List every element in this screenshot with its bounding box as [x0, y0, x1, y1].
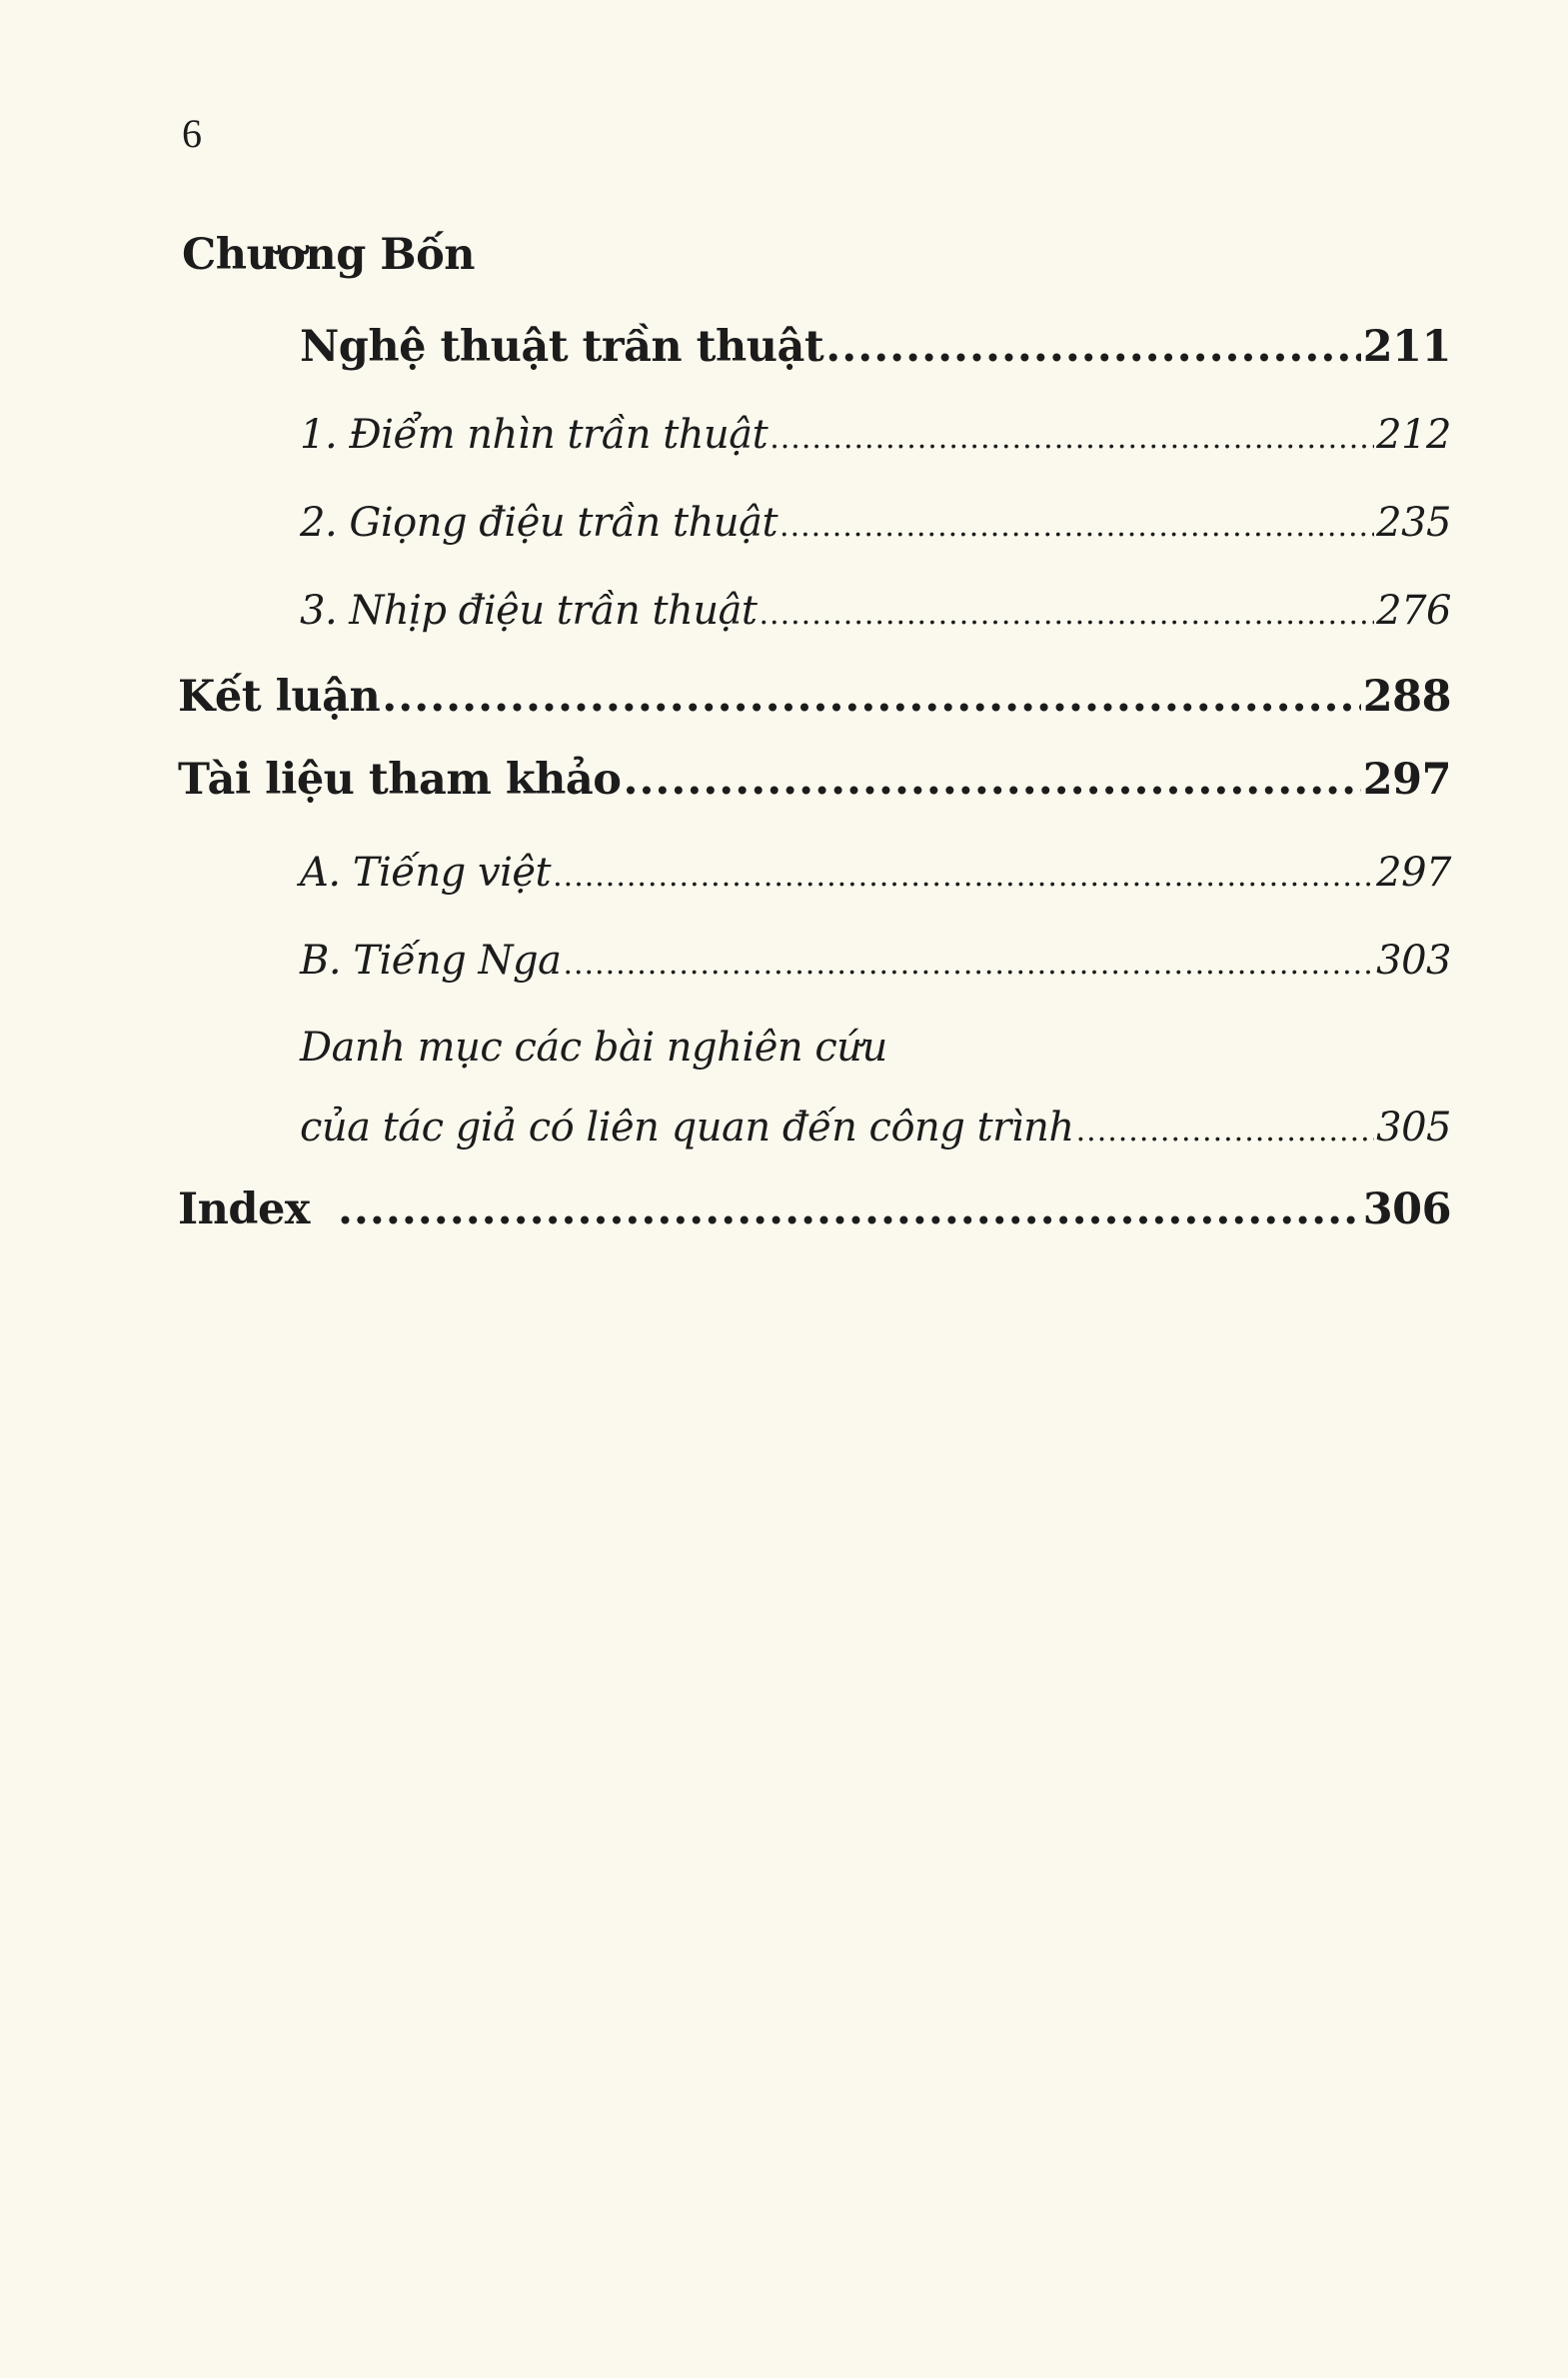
toc-entry-page: 276 — [1376, 588, 1451, 634]
toc-entry-page: 288 — [1362, 672, 1451, 722]
toc-entry-page: 306 — [1362, 1185, 1451, 1234]
dot-leader — [382, 672, 1360, 722]
toc-entry-narrative-viewpoint — [300, 412, 1451, 458]
toc-entry-label: 2. Giọng điệu trần thuật — [300, 500, 779, 546]
toc-entry-narrative-rhythm — [300, 588, 1451, 634]
toc-entry-conclusion — [178, 672, 1451, 722]
page-number: 6 — [182, 111, 202, 156]
dot-leader — [770, 421, 1374, 456]
toc-entry-label: của tác giả có liên quan đến công trình — [300, 1105, 1074, 1151]
toc-entry-label: 1. Điểm nhìn trần thuật — [300, 412, 769, 458]
toc-entry-index — [178, 1185, 1451, 1234]
toc-entry-page: 303 — [1376, 938, 1451, 984]
toc-entry-label: Kết luận — [178, 672, 381, 722]
chapter-heading: Chương Bốn — [182, 230, 476, 280]
dot-leader — [1076, 1114, 1375, 1149]
toc-entry-chapter-title — [300, 322, 1451, 372]
dot-leader — [623, 755, 1360, 805]
toc-entry-label: Nghệ thuật trần thuật — [300, 322, 824, 372]
toc-entry-narrative-voice — [300, 500, 1451, 546]
toc-entry-publications-line1: Danh mục các bài nghiên cứu — [300, 1025, 887, 1071]
dot-leader — [760, 597, 1375, 632]
dot-leader — [338, 1185, 1361, 1234]
toc-entry-page: 297 — [1362, 755, 1451, 805]
toc-entry-page: 305 — [1376, 1105, 1451, 1151]
dot-leader — [825, 322, 1360, 372]
toc-entry-label: Index — [178, 1185, 310, 1234]
dot-leader — [553, 859, 1374, 894]
toc-entry-vietnamese-refs — [300, 850, 1451, 896]
toc-entry-references — [178, 755, 1451, 805]
toc-entry-label: A. Tiếng việt — [300, 850, 552, 896]
toc-entry-label: B. Tiếng Nga — [300, 938, 562, 984]
toc-entry-russian-refs — [300, 938, 1451, 984]
toc-entry-page: 211 — [1362, 322, 1451, 372]
toc-entry-page: 212 — [1376, 412, 1451, 458]
toc-entry-page: 235 — [1376, 500, 1451, 546]
toc-entry-publications — [300, 1105, 1451, 1151]
toc-entry-page: 297 — [1376, 850, 1451, 896]
dot-leader — [563, 947, 1374, 982]
toc-entry-label: Tài liệu tham khảo — [178, 755, 622, 805]
dot-leader — [780, 509, 1374, 544]
toc-entry-label: 3. Nhịp điệu trần thuật — [300, 588, 758, 634]
